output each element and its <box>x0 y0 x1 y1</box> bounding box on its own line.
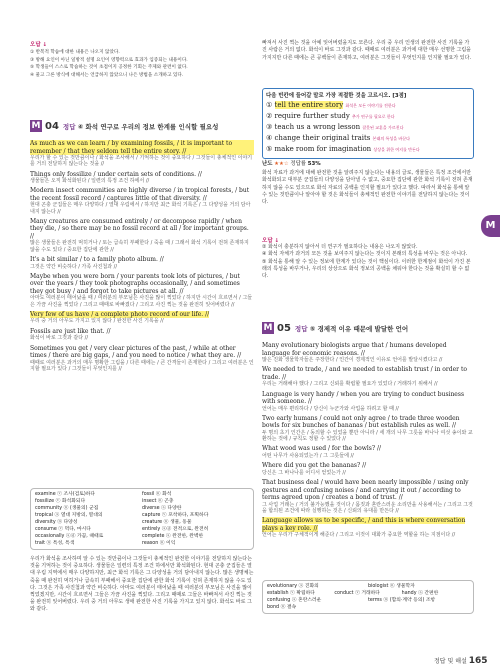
passage-ko: 어떤 나무가 사용되었는가 / 그 그릇들에 // <box>262 452 354 459</box>
passage-en: Where did you get the bananas? // <box>262 462 367 470</box>
section-number: 05 <box>277 322 291 334</box>
quiz-item: ① 반복적 학습에 대한 내용은 나오지 않았다. <box>30 50 120 55</box>
option-text: teach us a wrong lesson <box>274 123 361 131</box>
passage-en: Modern insect communities are highly diverse / in tropical forests, / but the recent fossil record / captures little of that diversity. // <box>30 187 250 202</box>
vocab-item: fossilize ⓥ 화석화되다 <box>35 499 86 504</box>
vocab-item: insect ⓝ 곤충 <box>142 499 174 504</box>
passage-ko: 우리 중 거의 아무도 가지고 있지 않다 / 완전한 사진 기록을 // <box>30 318 164 325</box>
wrong-block <box>262 236 474 280</box>
quiz-block <box>30 40 254 79</box>
vocab-row <box>35 498 249 505</box>
section-m-badge: M <box>31 121 41 131</box>
passage-en: Many creatures are consumed entirely / or decompose rapidly / when they die, / so there may be no fossil record at all / for important groups. // <box>30 217 249 240</box>
wrong-label: 오답 ↓ <box>262 238 280 244</box>
vocab-box <box>30 488 254 550</box>
option-number: ② <box>266 112 273 120</box>
option-number: ④ <box>266 134 273 142</box>
passage-en: Language is very handy / when you are trying to conduct business with someone. // <box>262 390 465 406</box>
passage-ko: 많은 진화 생물학자들은 주장한다 / 인간이 경제적인 이유로 언어를 발달시켰다고 // <box>262 357 443 363</box>
passage-ko: 언어는 매우 편리하다 / 당신이 누군가와 사업을 하려고 할 때 // <box>262 405 399 412</box>
vocab-row <box>35 512 249 519</box>
vocab-item: examine ⓥ 조사(검토)하다 <box>35 492 96 497</box>
passage-en: It's a bit similar / to a family photo album. // <box>30 256 164 264</box>
highlight-text: Language allows us to be specific, / and this is where conversation plays a key role. // <box>262 517 466 532</box>
vocab-item: biologist ⓝ 생물학자 <box>368 584 415 589</box>
title-text: 경제적 이유 때문에 발달한 언어 <box>317 324 409 333</box>
wrong-item: ② 화석이 충분하지 않아서 더 연구가 필요하다는 내용은 나오지 않았다. <box>262 244 418 250</box>
quiz-item: ③ 방해 요인이 아닌 일방적 설명 요인이 영향력으로 효과가 입증되는 내용이다. <box>30 57 188 63</box>
wrong-item: ⑤ 화석을 통해 알 수 있는 정보에 한계가 있다는 것이 핵심이다. 이러한 한계점이 화석이 가진 본래의 특성을 바꾸거나, 우리의 상상으로 화석 정보의 공백을 채워야 한다는 것을 확실히 할 수 없다. <box>262 258 471 280</box>
passage-ko: 우리가 할 수 있는 것만큼이나 / 화석을 조사해서 / 기억하는 것이 중요하다 / 그것들이 총체적인 이야기를 거의 전달하지 않는다는 것을 // <box>30 155 253 168</box>
vocab-row <box>35 491 249 498</box>
vocab-row <box>267 597 469 604</box>
vocab-item: occasionally ⓐⓓ 가끔, 때때로 <box>35 534 104 539</box>
answer-value: ⑤ <box>309 324 316 333</box>
passage-en: That business deal / would have been nearly impossible / using only gestures and confusing noises / and carrying it out / according to terms agreed upon / creates a bond of trust. // <box>262 479 469 502</box>
page-number: 165 <box>468 656 488 666</box>
vocab-row <box>35 540 249 547</box>
vocab-box <box>262 580 474 614</box>
section-title <box>295 324 408 333</box>
vocab-row <box>35 519 249 526</box>
vocab-row <box>35 533 249 540</box>
passage-en: Maybe when you were born / your parents took lots of pictures, / but over the years / they took photographs occasionally, / and sometimes they got busy / and forgot to take pictures at all. // <box>30 272 240 295</box>
vocab-item: fossil ⓝ 화석 <box>142 492 172 497</box>
section-number: 04 <box>45 120 59 132</box>
passage-en: Things only fossilize / under certain sets of conditions. // <box>30 170 202 178</box>
passage-ko: 많은 생물들은 완전히 먹히거나 / 또는 급속히 부패한다 / 죽을 때 / 그래서 화석 기록이 전혀 존재하지 않을 수도 있다 / 중요한 집단에 관한 // <box>30 240 249 253</box>
option-number: ③ <box>266 123 273 131</box>
exercise-title: 다음 빈칸에 들어갈 말로 가장 적절한 것을 고르시오. [3점] <box>266 93 407 99</box>
passage-ko: 우리는 거래해야 했다 / 그리고 신뢰를 확립할 필요가 있었다 / 거래하기 위해서 // <box>262 381 438 388</box>
option-text: require further study <box>274 112 350 120</box>
wrong-item: ④ 화석 자체가 과거의 모든 것을 보여주지 않는다는 것이지 본래의 특성을 바꾸는 것은 아니다. <box>262 251 468 258</box>
passage-en: As much as we can learn / by examining fossils, / it is important to remember / that they seldom tell the entire story. // <box>30 140 254 155</box>
section-header <box>30 120 218 132</box>
rate-value: 53% <box>307 161 321 167</box>
option-text: make room for imagination <box>274 145 372 153</box>
option-row[interactable] <box>266 133 470 144</box>
explanation-text: 화석 자료가 과거에 대해 완전한 것을 알려주지 않는다는 내용의 글로, 생물들은 특정 조건에서만 화석화되고 대부분 군집들의 다양성을 담아낼 수 없고, 중요한 집단에 관한 화석 기록이 전혀 존재하지 않을 수도 있으므로 화석 자료의 공백을 인지할 필요가 있다고 했다. 따라서 화석을 통해 알 수 있는 것만큼이나 알아야 할 것은 화석들이 총체적인 완전한 이야기를 전달하지 않는다는 것이다. <box>262 170 473 206</box>
vocab-item: reason ⓝ 이익 <box>142 541 176 546</box>
vocab-item: entirely ⓐⓓ 전적으로, 완전히 <box>142 527 209 532</box>
option-note: 본래의 특성을 바꾼다 <box>372 136 410 141</box>
passage-ko: 당신은 그 바나나를 어디서 얻었는가 // <box>262 469 346 476</box>
passage-en: What wood was used / for the bowls? // <box>262 445 382 453</box>
passage-en: Many evolutionary biologists argue that / humans developed language for economic reasons. // <box>262 342 447 357</box>
vocab-item: diversity ⓝ 다양성 <box>35 520 78 525</box>
passage <box>262 342 474 538</box>
top-text: 빠져서 사진 찍는 것을 아예 잊어버렸을지도 모른다. 우리 중 우리 인생의 완전한 사진 기록을 가진 사람은 거의 없다. 화석이 바로 그것과 같다. 때때로 여러분은 과거에 대한 매우 선명한 그림을 가지지만 다른 때에는 큰 공백들이 존재하고, 여러분은 그것들이 무엇인지를 인지할 필요가 있다. <box>262 40 472 61</box>
vocab-item: bond ⓝ 결속 <box>267 605 297 610</box>
exercise-box <box>262 88 474 159</box>
vocab-item: community ⓝ (생물의) 군집 <box>35 506 99 511</box>
passage-en <box>262 517 474 532</box>
passage-en: Sometimes you get / very clear pictures of the past, / while at other times / there are big gaps, / and you need to notice / what they are. // <box>30 344 242 360</box>
option-number: ⑤ <box>266 145 273 153</box>
passage-ko: 생물들은 오직 화석화된다 / 일련의 특정 조건 하에서 // <box>30 178 150 185</box>
section-side-tab: M <box>481 215 500 237</box>
vocab-row <box>267 604 469 611</box>
passage-ko: 아마도 여러분이 태어났을 때 / 여러분의 부모님은 사진을 많이 찍었다 / 하지만 시간이 흐르면서 / 그들은 가끔 사진을 찍었다 / 그리고 때때로 바빠졌다 / 그리고 사진 찍는 것을 완전히 잊어버렸다 // <box>30 295 253 308</box>
section-header <box>262 322 408 334</box>
vocab-row <box>267 583 469 590</box>
vocab-item: terms ⓝ (합의·계약 등의) 조항 <box>368 598 436 603</box>
passage-en: Two early humans / could not only agree / to trade three wooden bowls for six bunches of bananas / but establish rules as well. // <box>262 414 460 430</box>
difficulty-label: 난도 <box>262 161 273 167</box>
difficulty-row <box>262 160 321 168</box>
passage <box>30 140 254 372</box>
section-title <box>63 122 219 131</box>
passage-ko: 그 사업 거래는 / 거의 불가능했을 것이다 / 몸짓과 혼란스러운 소리만을 사용해서는 / 그리고 그것을 합의된 조건에 따라 실행하는 것은 / 신뢰의 유대를 만든다 // <box>262 501 473 514</box>
option-row[interactable] <box>266 111 470 122</box>
vocab-item: conduct ⓥ 거래하다 <box>334 591 380 596</box>
passage-en: We needed to trade, / and we needed to establish trust / in order to trade. // <box>262 366 467 381</box>
vocab-item: capture ⓥ 포착하다, 포획하다 <box>142 513 209 518</box>
rate-label: 정답률 <box>290 161 306 167</box>
option-note: 상상을 위한 여지를 만든다 <box>373 147 420 152</box>
answer-value: ④ <box>77 122 84 131</box>
title-text: 화석 연구로 우리의 정보 한계를 인식할 필요성 <box>85 122 219 131</box>
option-note: 추가 연구를 필요로 한다 <box>352 114 395 119</box>
vocab-item: trait ⓝ 특성, 특색 <box>35 541 75 546</box>
vocab-item: diverse ⓐ 다양한 <box>142 506 182 511</box>
vocab-item: creature ⓝ 생물, 동물 <box>142 520 192 525</box>
summary-text: 우리가 화석을 조사하며 알 수 있는 것만큼이나 그것들이 총체적인 완전한 이야기를 전달하지 않는다는 것을 기억하는 것이 중요하다. 생물들은 일련의 특정 조건 하에서만 화석화된다. 현대 곤충 군집들은 열대 우림 지역에서 매우 다양하지만, 최근 화석 기록은 그 다양성을 거의 담아내지 않는다. 많은 생명체는 죽을 때 완전히 먹히거나 급속히 부패해서 중요한 집단에 관한 화석 기록이 전혀 존재하지 않을 수도 있다. 그것은 가족 사진첩과 약간 비슷하다. 아마도 여러분이 태어났을 때 여러분의 부모님은 사진을 많이 찍었겠지만, 시간이 흐르면서 그들은 가끔 사진을 찍었다. 그리고 때때로 그들은 바빠져서 사진 찍는 것을 완전히 잊어버렸다. 우리 중 거의 아무도 생애 완전한 사진 기록을 가지고 있지 않다. 화석도 바로 그와 같다. <box>30 556 254 613</box>
vocab-item: tropical ⓐ 열대 지방의, 열대의 <box>35 513 103 518</box>
difficulty-stars: ★★☆ <box>274 161 289 167</box>
vocab-item: complete ⓐ 완전한, 완벽한 <box>142 534 204 539</box>
vocab-row <box>267 590 469 597</box>
option-row[interactable] <box>266 100 470 111</box>
page-footer <box>434 656 488 666</box>
passage-en: Fossils are just like that. // <box>30 327 111 335</box>
passage-ko: 그것은 약간 비슷하다 / 가족 사진첩과 // <box>30 263 118 270</box>
passage-ko: 두 명의 초기 인간은 / 동의할 수 있었을 뿐만 아니라 / 세 개의 나무 그릇을 바나나 여섯 송이와 교환하는 것에 / 규칙도 정할 수 있었다 // <box>262 429 473 443</box>
vocab-item: establish ⓥ 확립하다 <box>267 591 315 596</box>
quiz-item: ④ 물고 그른 방식에 대해서는 언급하지 않았으니 나은 방법을 소개하고 있다. <box>30 72 184 78</box>
passage-ko: 때때로 여러분은 과거의 매우 명확한 그림을 / 다른 때에는 / 큰 간격들이 존재한다 / 그리고 여러분은 인지할 필요가 있다 / 그것들이 무엇인지를 // <box>30 359 254 372</box>
section-m-badge: M <box>263 323 273 333</box>
quiz-label: 오답 ↓ <box>30 42 48 48</box>
quiz-list <box>30 49 254 79</box>
quiz-item: ⑤ 학생들이 스스로 학습하는 것이 초점이지 공정한 기회는 주제와 관련이 없다. <box>30 65 188 70</box>
answer-label: 정답 <box>294 324 308 333</box>
answer-label: 정답 <box>62 122 76 131</box>
highlight-text: Very few of us have / a complete photo record of our life. // <box>30 310 210 318</box>
option-text: tell the entire story <box>274 101 344 109</box>
footer-label: 정답 및 해설 <box>434 658 467 665</box>
option-note: 잘못된 교훈을 가르친다 <box>362 125 404 130</box>
option-number: ① <box>266 101 273 109</box>
option-note: 화석은 모든 이야기를 전한다 <box>345 103 396 108</box>
vocab-item: consume ⓥ 먹다, 마시다 <box>35 527 91 532</box>
passage-ko: 언어는 우리가 구체적이게 해준다 / 그리고 이것이 대화가 중요한 역할을 하는 지점이다 // <box>262 532 456 539</box>
vocab-item: handy ⓐ 간편한 <box>401 591 439 596</box>
vocab-item: confusing ⓐ 혼란스러운 <box>267 598 322 603</box>
option-row[interactable] <box>266 144 470 155</box>
vocab-item: evolutionary ⓐ 진화의 <box>267 584 319 589</box>
passage-ko: 화석이 바로 그것과 같다 // <box>30 335 89 342</box>
option-text: change their original traits <box>274 134 371 142</box>
passage-ko: 현대 곤충 군집들은 매우 다양하다 / 열대 우림에서 / 하지만 최근 화석 기록은 / 그 다양성을 거의 담아내지 않는다 // <box>30 202 251 215</box>
option-row[interactable] <box>266 122 470 133</box>
vocab-row <box>35 505 249 512</box>
vocab-row <box>35 526 249 533</box>
